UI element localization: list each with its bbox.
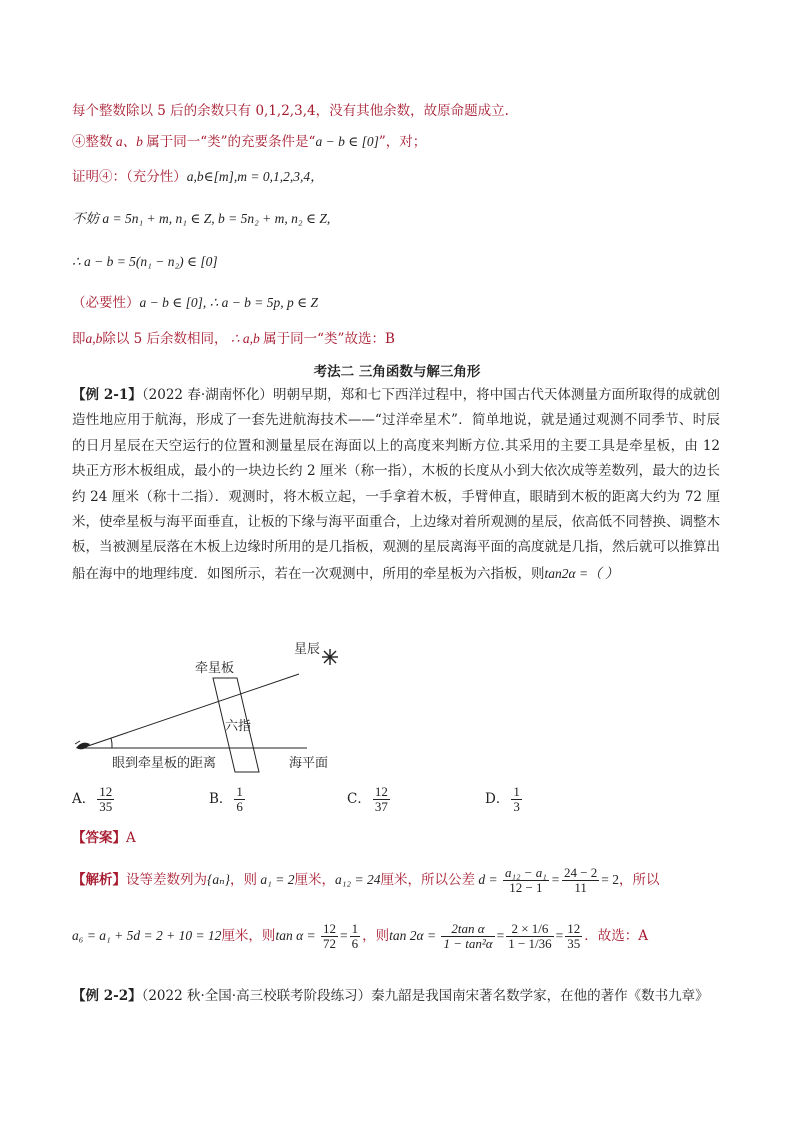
analysis-t4: 厘米，所以公差 [380,872,475,888]
math-ab-2: ∴ a,b [227,331,264,346]
proof-line-6 [72,294,318,312]
option-d-num: 1 [513,784,520,799]
proof-line-6-label: （必要性） [72,295,140,311]
proof-line-6-math: a − b ∈ [0], ∴ a − b = 5p, p ∈ Z [139,295,319,310]
proof-line-7c: 属于同一“类”故选：B [263,331,395,347]
option-b-letter: B． [209,791,233,807]
option-a[interactable] [72,785,116,814]
frac-tan2c: $\frac{12}{35}$ [567,921,581,951]
math-a6: a₆ = a₁ + 5d = 2 + 10 = 12 [72,928,222,943]
angle-arc [111,738,112,748]
answer-line [72,829,136,847]
analysis-t6: 厘米，则 [221,928,276,944]
proof-line-5: ∴ a − b = 5(n₁ − n₂) ∈ [0] [72,254,218,269]
math-condition: a − b ∈ [0] [315,134,379,149]
option-a-num: 12 [99,784,113,799]
proof-line-2b: 属于同一“类”的充要条件是“ [146,134,316,150]
math-seq: {aₙ} [207,872,231,887]
option-b-num: 1 [236,784,243,799]
analysis-t1: 设等差数列为 [126,872,207,888]
proof-line-7a: 即 [72,331,86,347]
proof-line-4: 不妨 a = 5n₁ + m, n₁ ∈ Z, b = 5n₂ + m, n₂ ∈ Z, [72,211,331,226]
example-2-2 [72,987,709,1005]
board-label: 牵星板 [195,661,235,676]
example-2-1-question: tan2α =（ ） [544,565,619,581]
example-2-1-tag: 【例 2-1】 [72,387,142,403]
analysis-t3: 厘米， [294,872,335,888]
example-2-2-text: 秦九韶是我国南宋著名数学家，在他的著作《数书九章》 [371,988,709,1004]
analysis-t2: ，则 [230,872,258,888]
distance-label: 眼到牵星板的距离 [112,756,217,771]
example-2-1-source: （2022 春·湖南怀化） [141,387,273,403]
analysis-label: 【解析】 [72,872,126,888]
option-a-letter: A． [72,791,96,807]
analysis-line-1: 【解析】设等差数列为{aₙ}，则 a₁ = 2厘米，a₁₂ = 24厘米，所以公差 d = $\frac{\text{a₁₂ − a₁}}{12 - 1}$ = $\frac{24 - 2}{11}$ = 2，所以 [72,865,660,895]
frac-d2: $\frac{24 - 2}{11}$ [563,865,598,895]
frac-tan2b: $\frac{2 \times 1/6}{1 - 1/36}$ [508,921,552,951]
analysis-t5: ，所以 [619,872,660,888]
option-c-frac [373,785,390,814]
analysis-line-2: a₆ = a₁ + 5d = 2 + 10 = 12厘米，则tan α = $\frac{12}{72}$ = $\frac{1}{6}$ ，则tan 2α = $\frac{\text{2tan α}}{\text{1 − tan²α}}$ = $\frac{2 \times 1/6}{1 - 1/36}$ = $\frac{12}{35}$ ．故选：A [72,921,649,951]
sight-line [82,674,299,748]
sea-label: 海平面 [289,756,329,771]
math-a-b: a、b [112,134,147,149]
six-finger-label: 六指 [225,719,252,734]
example-2-2-tag: 【例 2-2】 [72,988,142,1004]
option-d-den: 3 [513,799,520,814]
option-a-den: 35 [99,799,113,814]
option-c-den: 37 [374,799,388,814]
example-2-2-source: （2022 秋·全国·高三校联考阶段练习） [141,988,372,1004]
answer-label: 【答案】 [72,830,126,846]
option-d-letter: D． [485,791,510,807]
option-a-frac [97,785,114,814]
proof-line-7 [72,330,395,348]
math-d: d = [474,872,501,887]
option-b-den: 6 [236,799,243,814]
math-ab-1: a,b [85,331,103,346]
math-tan: tan α = [275,928,320,943]
frac-tan2: $\frac{1}{6}$ [351,921,359,951]
proof-line-2c: ”，对； [378,134,427,150]
star-icon [322,649,338,665]
proof-line-2 [72,133,426,151]
option-b[interactable] [209,785,247,814]
proof-line-1: 每个整数除以 5 后的余数只有 0,1,2,3,4，没有其他余数，故原命题成立. [72,103,509,119]
frac-d1: $\frac{\text{a₁₂ − a₁}}{12 - 1}$ [504,865,547,895]
proof-line-2a: ④整数 [72,134,113,150]
star-board-diagram [72,640,372,780]
frac-tan2a: $\frac{\text{2tan α}}{\text{1 − tan²α}}$ [443,921,493,951]
proof-line-3-label: 证明④：（充分性） [72,169,187,185]
math-a1: a₁ = 2 [257,872,295,887]
option-d[interactable] [485,785,524,814]
option-c[interactable] [347,785,392,814]
star-label: 星辰 [294,642,321,657]
proof-line-7b: 除以 5 后余数相同， [102,331,228,347]
option-c-num: 12 [374,784,388,799]
option-d-frac [511,785,522,814]
answer-value: A [126,830,136,846]
example-2-1 [72,383,720,587]
proof-line-3 [72,168,324,186]
math-a12: a₁₂ = 24 [334,872,381,887]
math-tan2: tan 2α = [389,928,440,943]
section-title: 考法二 三角函数与解三角形 [313,364,481,380]
analysis-t7: ，则 [362,928,390,944]
analysis-t8: ．故选： [584,928,639,944]
option-c-letter: C． [347,791,371,807]
frac-tan1: $\frac{12}{72}$ [323,921,337,951]
proof-line-3-math: a,b∈[m],m = 0,1,2,3,4， [186,169,324,184]
option-b-frac [234,785,245,814]
example-2-1-text: 明朝早期，郑和七下西洋过程中，将中国古代天体测量方面所取得的成就创造性地应用于航海，形成了一套先进航海技术——“过洋牵星术”．简单地说，就是通过观测不同季节、时辰的日月星辰在天空运行的位置和测量星辰在海面以上的高度来判断方位.其采用的主要工具是牵星板，由 12 块正方形木板组成，最小的一块边长约 2 厘米（称一指），木板的长度从小到大依次成等差数列，最大的边长约 24 厘米（称十二指）．观测时，将木板立起，一手拿着木板，手臂伸直，眼睛到木板的距离大约为 72 厘米，使牵星板与海平面垂直，让板的下缘与海平面重合，上边缘对着所观测的星辰，依高低不同替换、调整木板，当被测星辰落在木板上边缘时所用的是几指板，观测的星辰离海平面的高度就是几指，然后就可以推算出船在海中的地理纬度．如图所示，若在一次观测中，所用的牵星板为六指板，则 [72,387,721,582]
analysis-choice: A [638,928,649,944]
